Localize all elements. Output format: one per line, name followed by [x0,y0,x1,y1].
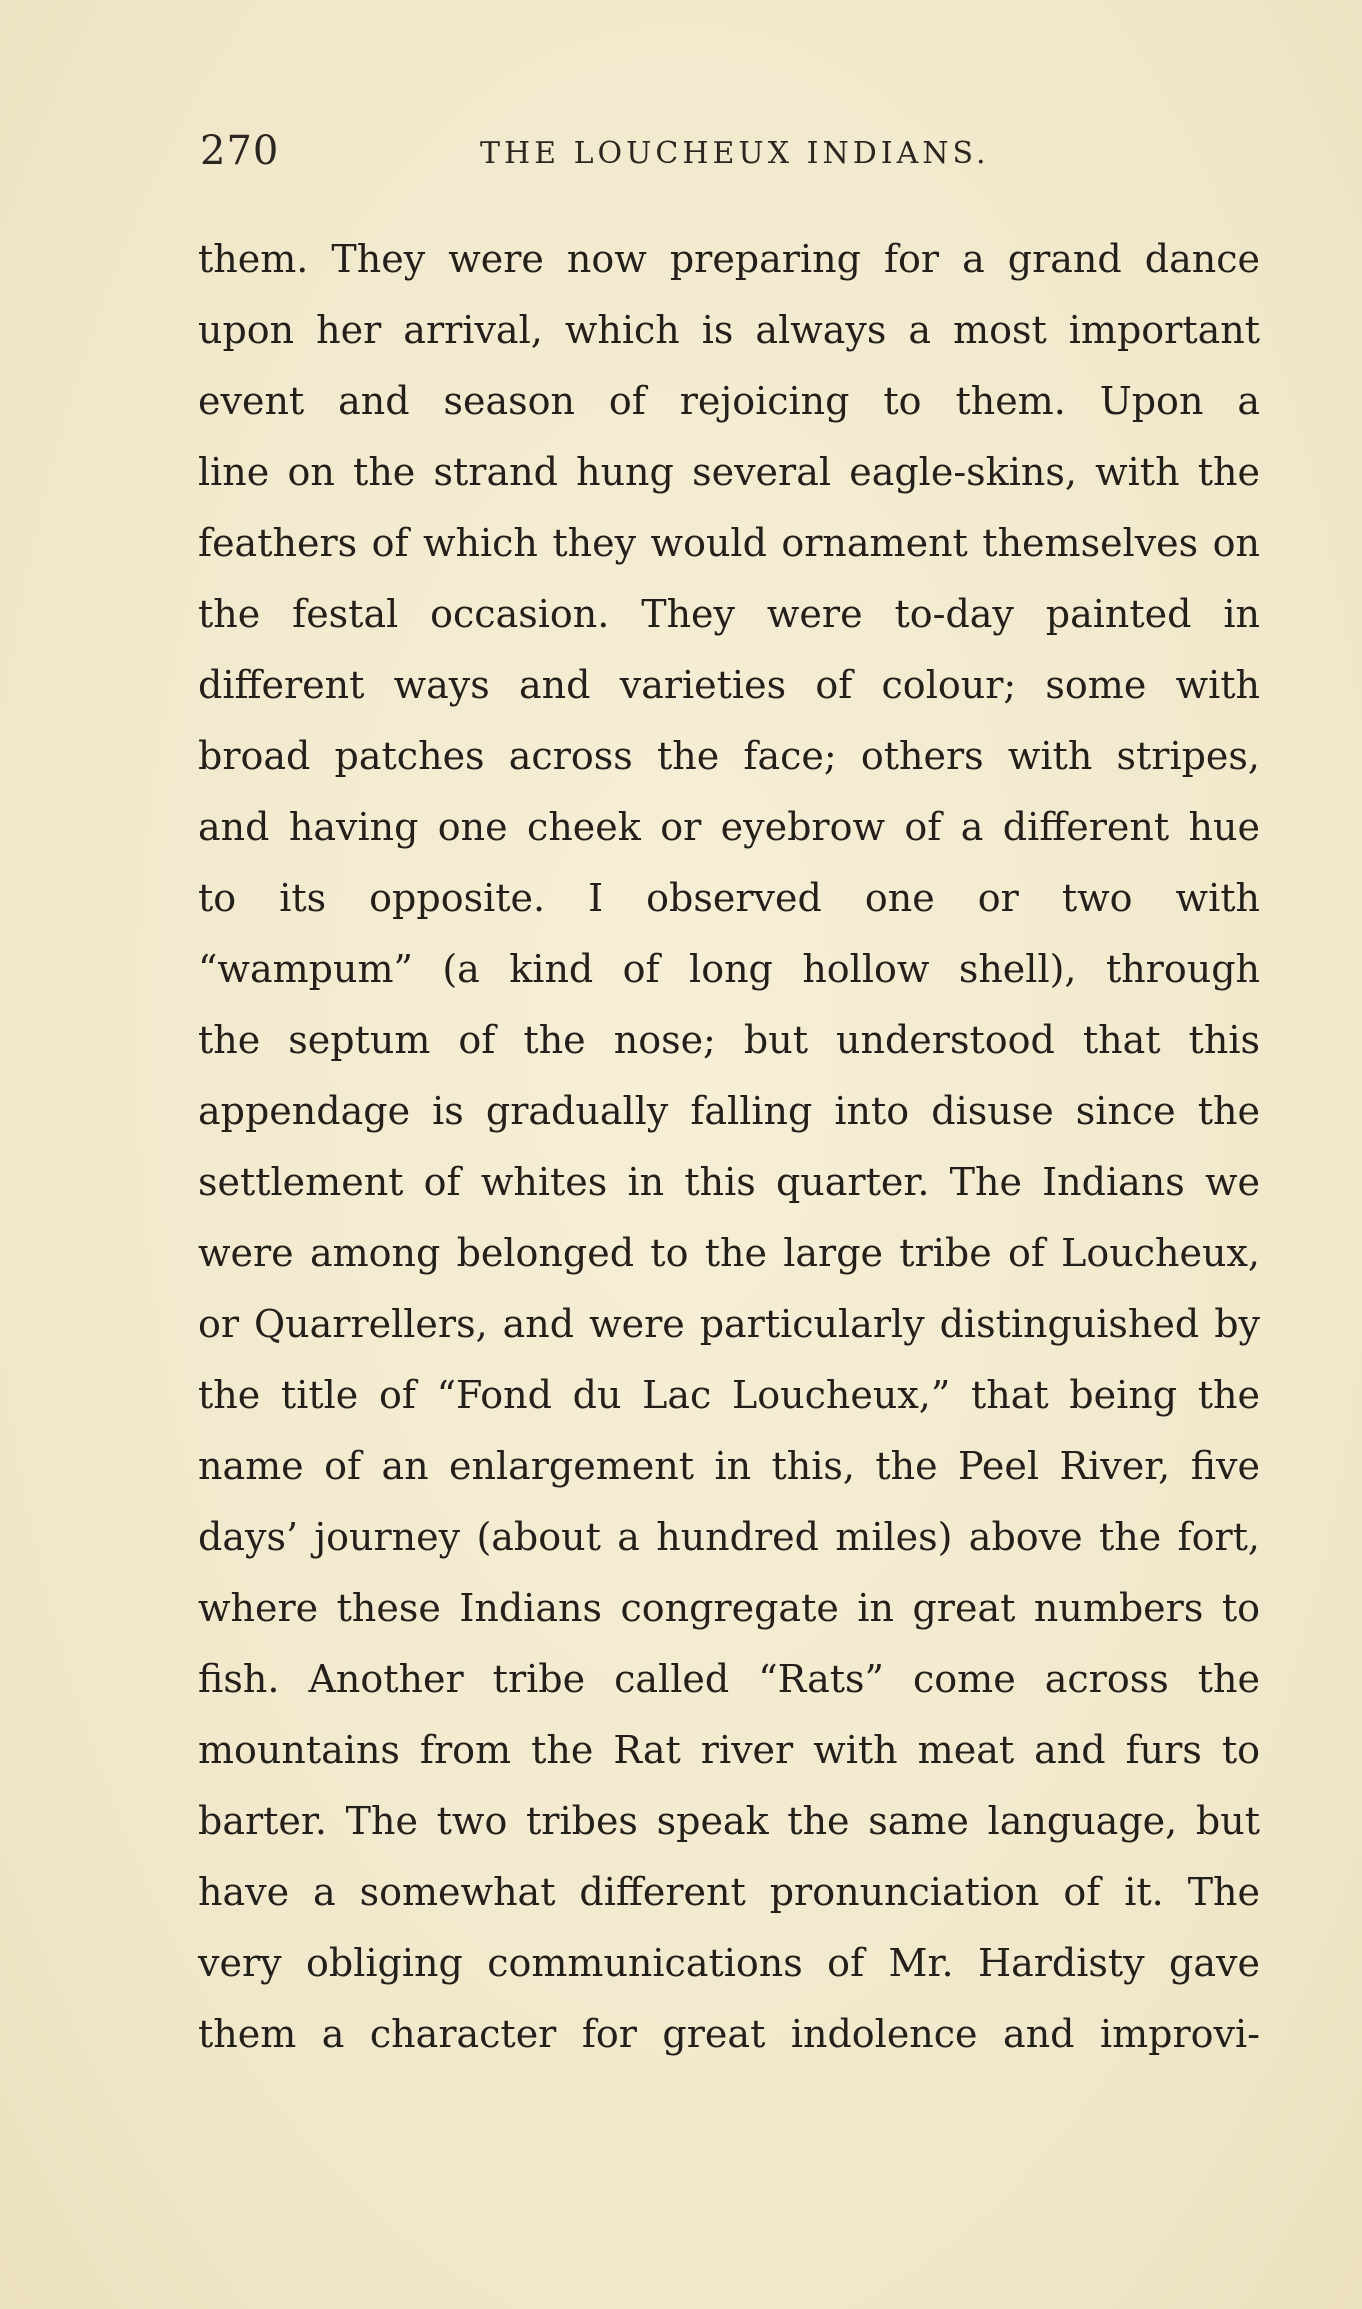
body-text [198,224,1260,2070]
text-line: days’ journey (about a hundred miles) above the fort, [198,1515,1260,1559]
text-line: barter. The two tribes speak the same language, but [198,1799,1260,1843]
text-line: settlement of whites in this quarter. The Indians we [198,1160,1260,1204]
page-header [200,128,1260,188]
text-line: them a character for great indolence and improvi- [198,2012,1260,2056]
text-line: the title of “Fond du Lac Loucheux,” that being the [198,1373,1260,1417]
text-line: upon her arrival, which is always a most important [198,308,1260,352]
text-line: mountains from the Rat river with meat and furs to [198,1728,1260,1772]
text-line: line on the strand hung several eagle-skins, with the [198,450,1260,494]
text-line: broad patches across the face; others with stripes, [198,734,1260,778]
text-line: have a somewhat different pronunciation of it. The [198,1870,1260,1914]
text-line: very obliging communications of Mr. Hardisty gave [198,1941,1260,1985]
text-line: were among belonged to the large tribe of Loucheux, [198,1231,1260,1275]
text-line: where these Indians congregate in great numbers to [198,1586,1260,1630]
running-head: THE LOUCHEUX INDIANS. [480,136,990,171]
text-line: name of an enlargement in this, the Peel River, five [198,1444,1260,1488]
text-line: the festal occasion. They were to-day painted in [198,592,1260,636]
text-line: event and season of rejoicing to them. Upon a [198,379,1260,423]
text-line: or Quarrellers, and were particularly distinguished by [198,1302,1260,1346]
text-line: and having one cheek or eyebrow of a different hue [198,805,1260,849]
text-line: feathers of which they would ornament themselves on [198,521,1260,565]
text-line: fish. Another tribe called “Rats” come across the [198,1657,1260,1701]
text-line: the septum of the nose; but understood that this [198,1018,1260,1062]
text-line: appendage is gradually falling into disuse since the [198,1089,1260,1133]
text-line: different ways and varieties of colour; some with [198,663,1260,707]
text-line: “wampum” (a kind of long hollow shell), through [198,947,1260,991]
text-line: to its opposite. I observed one or two with [198,876,1260,920]
page-number: 270 [200,128,280,174]
text-line: them. They were now preparing for a grand dance [198,237,1260,281]
